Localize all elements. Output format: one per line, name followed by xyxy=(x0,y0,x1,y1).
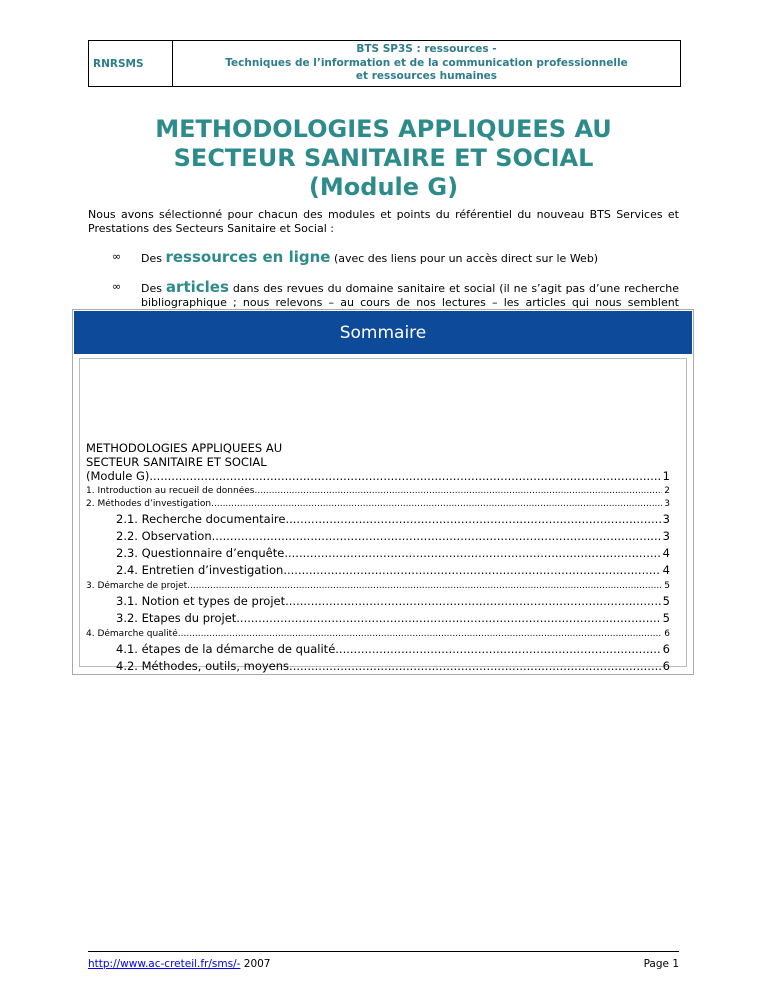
bullet-2-emphasis: articles xyxy=(165,278,229,296)
toc-entry[interactable] xyxy=(86,469,670,483)
toc-entry[interactable] xyxy=(86,611,670,625)
toc-leader xyxy=(335,642,660,656)
toc-entry-page: 4 xyxy=(662,546,670,560)
header-line-1: BTS SP3S : ressources - xyxy=(356,43,497,56)
toc-entry-label: 2.1. Recherche documentaire xyxy=(116,512,286,526)
toc-leader xyxy=(254,486,662,496)
toc-entry[interactable] xyxy=(86,499,670,509)
toc-entry-label: (Module G) xyxy=(86,469,150,483)
toc-entry-label: 3.1. Notion et types de projet xyxy=(116,594,286,608)
footer-year: 2007 xyxy=(240,958,271,970)
toc-leader xyxy=(149,469,660,483)
toc-entry-page: 1 xyxy=(662,469,670,483)
toc-entry[interactable] xyxy=(86,659,670,673)
toc-entry-label: 2.3. Questionnaire d’enquête xyxy=(116,546,285,560)
toc-entry[interactable] xyxy=(86,512,670,526)
toc-entry-page: 5 xyxy=(662,611,670,625)
toc-entry-page: 5 xyxy=(662,594,670,608)
toc-title-line: SECTEUR SANITAIRE ET SOCIAL xyxy=(86,455,267,469)
toc-entry-label: 4.1. étapes de la démarche de qualité xyxy=(116,642,336,656)
page-header xyxy=(88,40,681,87)
page-number: Page 1 xyxy=(643,958,679,970)
toc-entry-page: 3 xyxy=(664,499,670,509)
title-line-3: (Module G) xyxy=(308,173,459,201)
page-footer xyxy=(88,951,679,970)
bullet-1-text: (avec des liens pour un accès direct sur le Web) xyxy=(330,252,599,265)
toc-leader xyxy=(285,594,661,608)
toc-entry-label: 2.4. Entretien d’investigation xyxy=(116,563,284,577)
bullet-2-prefix: Des xyxy=(141,282,166,295)
bullet-2-text: dans des revues du domaine sanitaire et social (il ne s’agit pas d’une recherche bibliographique ; nous relevons – au cours de nos lectures – les articles qui nous semblent xyxy=(141,282,680,309)
bullet-1-prefix: Des xyxy=(141,252,166,265)
toc-entry-page: 6 xyxy=(662,659,670,673)
header-right-title xyxy=(173,41,680,86)
toc-entry[interactable] xyxy=(86,529,670,543)
toc-leader xyxy=(285,512,660,526)
toc-entry-page: 4 xyxy=(662,563,670,577)
toc-entry-label: 4. Démarche qualité xyxy=(86,629,178,639)
toc-entry[interactable] xyxy=(86,486,670,496)
toc-entry[interactable] xyxy=(86,563,670,577)
toc-leader xyxy=(283,563,660,577)
toc-entry[interactable] xyxy=(86,642,670,656)
toc-entry-label: 3.2. Etapes du projet xyxy=(116,611,237,625)
toc-entry[interactable] xyxy=(86,581,670,591)
toc-entry-page: 6 xyxy=(664,629,670,639)
toc-entry-label: 2.2. Observation xyxy=(116,529,212,543)
bullet-1-emphasis: ressources en ligne xyxy=(165,248,331,266)
toc-entry-page: 6 xyxy=(662,642,670,656)
toc-entry[interactable] xyxy=(86,594,670,608)
toc-entry-label: 4.2. Méthodes, outils, moyens xyxy=(116,659,290,673)
infinity-bullet-icon: ∞ xyxy=(112,250,122,263)
intro-paragraph: Nous avons sélectionné pour chacun des modules et points du référentiel du nouveau BTS Services et Prestations des Secteurs Sanitaire et Social : xyxy=(88,208,679,235)
header-line-3: et ressources humaines xyxy=(355,70,498,83)
toc-entry-page: 3 xyxy=(662,529,670,543)
toc-entry-page: 2 xyxy=(664,486,670,496)
header-line-2: Techniques de l’information et de la communication professionnelle xyxy=(225,56,628,69)
toc-entry-page: 3 xyxy=(662,512,670,526)
toc-entry[interactable] xyxy=(86,546,670,560)
title-line-2: SECTEUR SANITAIRE ET SOCIAL xyxy=(173,144,594,172)
toc-leader xyxy=(284,546,660,560)
toc-leader xyxy=(236,611,660,625)
infinity-bullet-icon: ∞ xyxy=(112,280,122,293)
toc-leader xyxy=(178,629,663,639)
toc-entry-label: 2. Méthodes d’investigation xyxy=(86,499,212,509)
toc-leader xyxy=(211,499,662,509)
toc-leader xyxy=(289,659,661,673)
toc-entry-label: 3. Démarche de projet xyxy=(86,581,188,591)
document-title xyxy=(88,115,679,202)
toc-entry-page: 5 xyxy=(664,581,670,591)
toc-leader xyxy=(187,581,662,591)
title-line-1: METHODOLOGIES APPLIQUEES AU xyxy=(155,115,612,143)
toc-leader xyxy=(212,529,661,543)
toc-title-line: METHODOLOGIES APPLIQUEES AU xyxy=(86,441,283,455)
toc-entry[interactable] xyxy=(86,629,670,639)
toc-entry-label: 1. Introduction au recueil de données xyxy=(86,486,255,496)
header-left-label: RNRSMS xyxy=(89,41,173,86)
footer-link[interactable]: http://www.ac-creteil.fr/sms/- xyxy=(88,958,241,970)
toc-heading: Sommaire xyxy=(74,311,692,354)
